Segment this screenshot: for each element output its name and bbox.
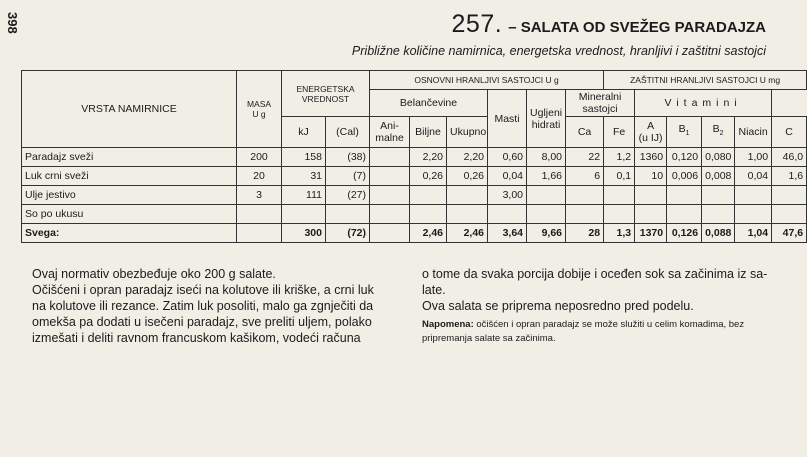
recipe-title [452, 10, 766, 39]
header-vitamin-b1: $B_1$ [667, 117, 702, 148]
header-main-nutrients: OSNOVNI HRANLJIVI SASTOJCI U g [370, 71, 604, 90]
note-label: Napomena: [422, 319, 474, 330]
page-number: 398 [5, 12, 20, 34]
recipe-subtitle: Približne količine namirnica, energetska vrednost, hranljivi i zaštitni sastojci [351, 44, 766, 58]
text-line: omekša pa dodati u isečeni paradajz, sve preliti uljem, polako [32, 315, 372, 329]
table-row: Luk crni sveži 20 31 (7) 0,26 0,26 0,04 1,66 6 0,1 10 0,006 0,008 0,04 1,6 [22, 167, 807, 186]
header-niacin: Niacin [735, 117, 772, 148]
text-line: Očišćeni i opran paradajz iseći na kolutove ili kriške, a crni luk [32, 283, 374, 297]
header-vrsta: VRSTA NAMIRNICE [22, 71, 237, 148]
header-ca: Ca [566, 117, 604, 148]
header-masa: MASA U g [237, 71, 282, 148]
instructions-left [32, 266, 412, 346]
header-belancevine: Belančevine [370, 90, 488, 117]
header-mineralni: Mineralni sastojci [566, 90, 635, 117]
header-ugljeni-hidrati: Ugljeni hidrati [527, 90, 566, 148]
text-line: na kolutove ili rezance. Zatim luk posoliti, malo ga zgnječiti da [32, 299, 374, 313]
header-vitamin-b2: $B_2$ [702, 117, 735, 148]
header-kj: kJ [282, 117, 326, 148]
header-protective-nutrients: ZAŠTITNI HRANLJIVI SASTOJCI U mg [604, 71, 807, 90]
note [422, 318, 772, 346]
header-cal: (Cal) [326, 117, 370, 148]
header-fe: Fe [604, 117, 635, 148]
header-vitamin-a: A (u IJ) [635, 117, 667, 148]
text-line: late. [422, 283, 446, 297]
header-vitamini: Vitamini [635, 90, 772, 117]
recipe-name: – SALATA OD SVEŽEG PARADAJZA [508, 19, 766, 36]
text-line: izmešati i deliti ravnom francuskom kašikom, vodeći računa [32, 331, 361, 345]
header-ukupno: Ukupno [447, 117, 488, 148]
table-row: Ulje jestivo 3 111 (27) 3,00 [22, 186, 807, 205]
header-biljne: Biljne [410, 117, 447, 148]
header-row-1 [22, 71, 807, 90]
text-line: Ovaj normativ obezbeđuje oko 200 g salate. [32, 267, 276, 281]
recipe-number: 257. [451, 10, 503, 38]
header-vitamin-c: C [772, 117, 807, 148]
table-row: Paradajz sveži 200 158 (38) 2,20 2,20 0,60 8,00 22 1,2 1360 0,120 0,080 1,00 46,0 [22, 148, 807, 167]
header-energy: ENERGETSKA VREDNOST [282, 71, 370, 117]
header-animalne: Ani- malne [370, 117, 410, 148]
text-line: o tome da svaka porcija dobije i oceđen sok sa začinima iz sa- [422, 267, 768, 281]
table-total-row: Svega: 300 (72) 2,46 2,46 3,64 9,66 28 1,3 1370 0,126 0,088 1,04 47,6 [22, 224, 807, 243]
nutrition-table [21, 70, 807, 243]
header-masti: Masti [488, 90, 527, 148]
table-row: So po ukusu [22, 205, 807, 224]
note-text-2: pripremanja salate sa začinima. [422, 333, 556, 344]
text-line: Ova salata se pripremа neposredno pred podelu. [422, 299, 694, 313]
instructions-right [422, 266, 772, 346]
note-text-1: očišćen i opran paradajz se može služiti u celim komadima, bez [476, 319, 745, 330]
